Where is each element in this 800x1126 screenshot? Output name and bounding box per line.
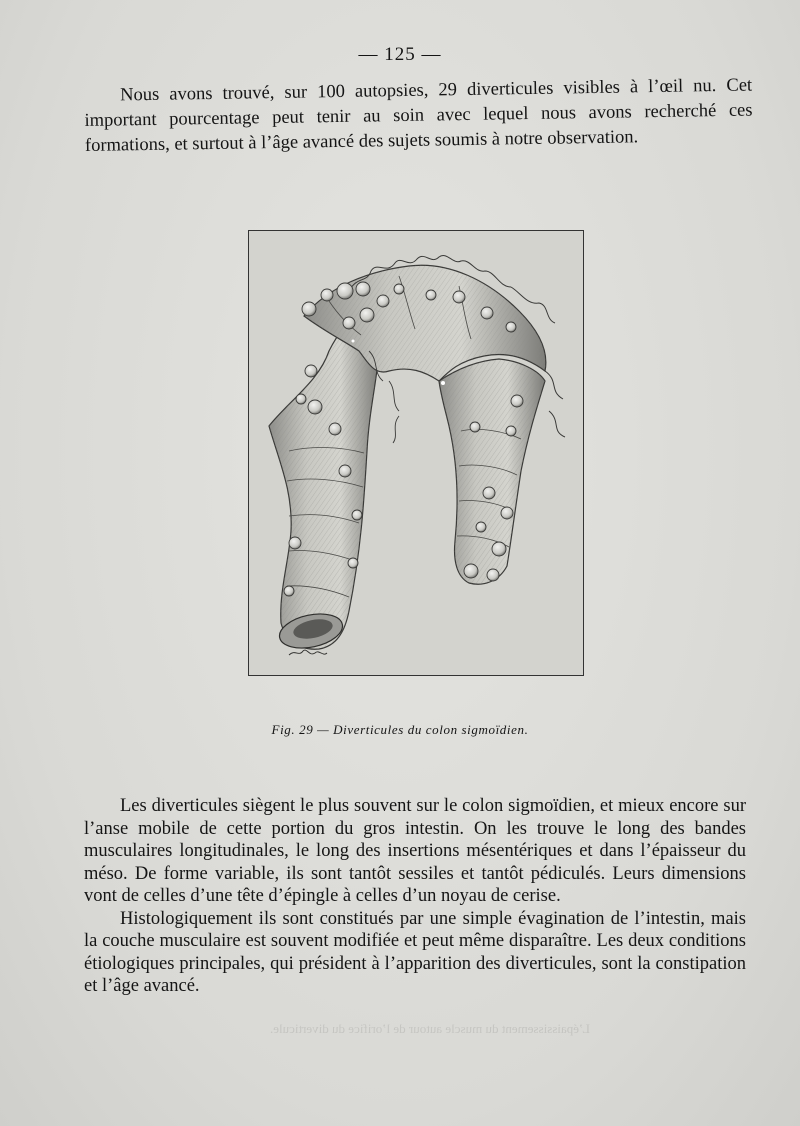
body-paragraph-1: Les diverticules siègent le plus souvent sur le colon sigmoïdien, et mieux encore sur l’anse mobile de cette portion du gros intestin. On les trouve le long des bandes musculaires longitudinales, le long des insertions mésentériques et dans l’épaisseur du méso. De forme variable, ils sont tantôt sessiles et tantôt pédiculés. Leurs dimensions vont de celles d’une tête d’épingle à celles d’un noyau de cerise. [84, 796, 746, 906]
page-number: — 125 — [358, 44, 442, 65]
body-paragraph-2: Histologiquement ils sont constitués par une simple évagination de l’intestin, mais la couche musculaire est souvent modifiée et peut même disparaître. Les deux conditions étiologiques principales, qui président à l’apparition des diverticules, sont la constipation et l’âge avancé. [84, 908, 746, 996]
intro-paragraph: Nous avons trouvé, sur 100 autopsies, 29 diverticules visibles à l’œil nu. Cet important pourcentage peut tenir au soin avec lequel nous avons recherché ces formations, et surtout à l’âge avancé des sujets soumis à notre observation. [84, 75, 753, 156]
intro-section [84, 74, 753, 159]
sigmoid-colon-drawing [249, 231, 583, 675]
body-section [84, 795, 746, 998]
figure-illustration [248, 230, 584, 676]
figure-caption: Fig. 29 — Diverticules du colon sigmoïdien. [271, 722, 529, 737]
bleed-through-text [130, 1020, 730, 1070]
bleed-through-line: L’épaississement du muscle autour de l’orifice du diverticule. [269, 1021, 591, 1036]
